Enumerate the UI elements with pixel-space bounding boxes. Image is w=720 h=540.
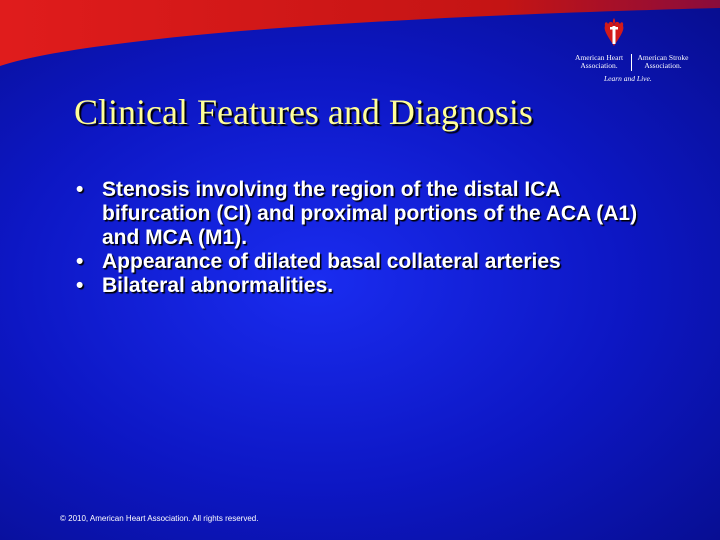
bullet-text: Appearance of dilated basal collateral arteries xyxy=(102,250,561,273)
logo-tagline: Learn and Live. xyxy=(604,74,652,83)
bullet-text: Bilateral abnormalities. xyxy=(102,274,334,297)
aha-asa-logo xyxy=(566,18,696,88)
bullet-list xyxy=(76,178,656,298)
copyright-footer: © 2010, American Heart Association. All rights reserved. xyxy=(60,514,259,523)
slide-title: Clinical Features and Diagnosis xyxy=(74,92,533,132)
logo-stroke-association: American Stroke Association. xyxy=(637,53,689,70)
logo-heart-association: American Heart Association. xyxy=(574,53,624,70)
bullet-glyph: • xyxy=(76,178,84,201)
bullet-glyph: • xyxy=(76,250,84,273)
bullet-glyph: • xyxy=(76,274,84,297)
bullet-item xyxy=(76,274,656,298)
heart-torch-icon xyxy=(603,18,625,52)
bullet-item xyxy=(76,178,656,250)
logo-divider xyxy=(631,54,632,71)
bullet-text: Stenosis involving the region of the distal ICA bifurcation (CI) and proximal portions of the ACA (A1) and MCA (M1). xyxy=(102,178,638,249)
bullet-item xyxy=(76,250,656,274)
